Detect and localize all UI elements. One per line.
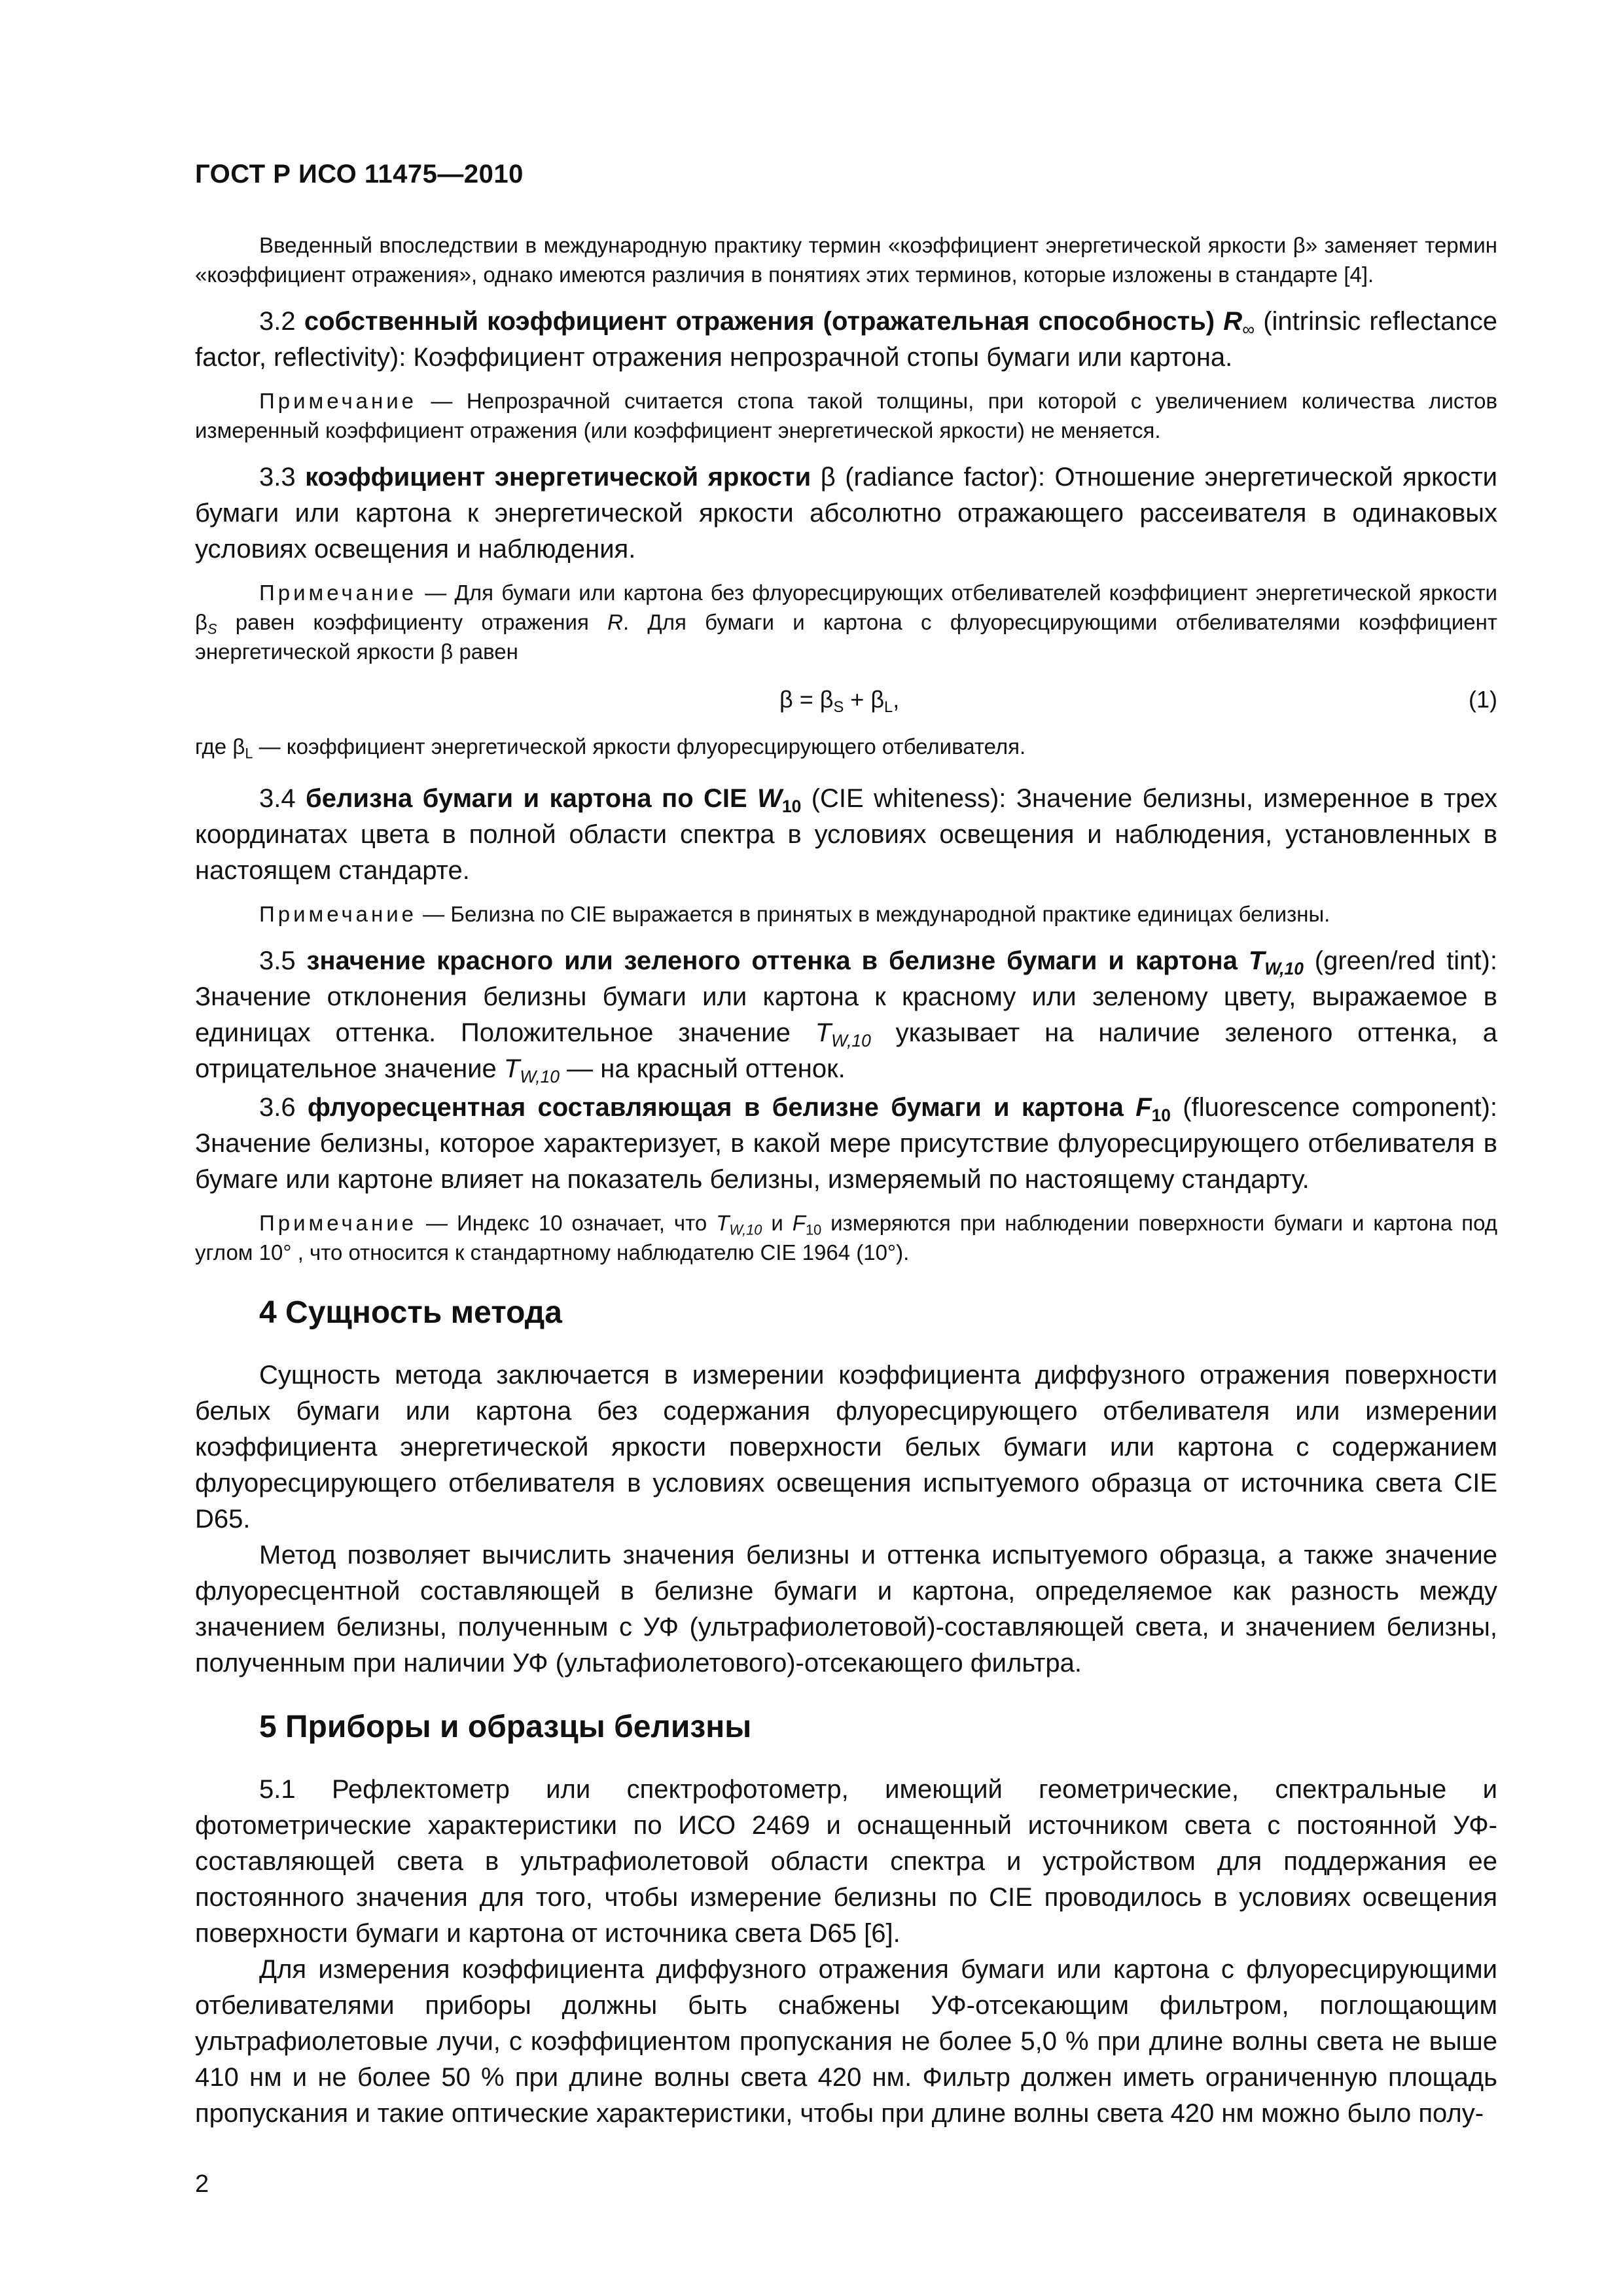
term-name: коэффициент энергетической яркости bbox=[305, 463, 812, 492]
definition-number: 3.2 bbox=[259, 307, 296, 336]
term-symbol: F bbox=[1135, 1093, 1152, 1122]
term-name: флуоресцентная составляющая в белизне бумаги и картона bbox=[307, 1093, 1136, 1122]
document-header: ГОСТ Р ИСО 11475—2010 bbox=[195, 160, 524, 188]
beta-sub: S bbox=[207, 620, 217, 637]
note-label: Примечание bbox=[259, 389, 418, 413]
definition-text: (CIE whiteness): Значение белизны, измеренное в трех координатах цвета в полной области спектра в условиях освещения и наблюдения, установленных в настоящем стандарте. bbox=[195, 784, 1497, 885]
definition-3-5 bbox=[195, 943, 1497, 1087]
definition-text-3: — на красный оттенок. bbox=[559, 1054, 846, 1083]
page-content bbox=[195, 230, 1497, 2132]
definition-text: (fluorescence component): Значение белизны, которое характеризует, в какой мере присутствие флуоресцирующего отбеливателя в бумаге или картоне влияет на показатель белизны, измеряемый по настоящему стандарту. bbox=[195, 1093, 1498, 1194]
page-number: 2 bbox=[195, 2170, 209, 2198]
section-5-paragraph-2: Для измерения коэффициента диффузного отражения бумаги или картона с флуоресцирующими отбеливателями приборы должны быть снабжены УФ-отсекающим фильтром, поглощающим ультрафиолетовые лучи, с коэффициентом пропускания не более 5,0 % при длине волны света не выше 410 нм и не более 50 % при длине волны света 420 нм. Фильтр должен иметь ограниченную площадь пропускания и такие оптические характеристики, чтобы при длине волны света 420 нм можно было полу- bbox=[195, 1955, 1497, 2128]
section-5-paragraph-1: 5.1 Рефлектометр или спектрофотометр, имеющий геометрические, спектральные и фотометрические характеристики по ИСО 2469 и оснащенный источником света с постоянной УФ-составляющей света в ультрафиолетовой области спектра и устройством для поддержания ее постоянного значения для того, чтобы измерение белизны по CIE проводилось в условиях освещения поверхности бумаги и картона от источника света D65 [6]. bbox=[195, 1775, 1497, 1948]
formula-plus: + β bbox=[844, 686, 885, 713]
note-text: — Непрозрачной считается стопа такой толщины, при которой с увеличением количества листов измеренный коэффициент отражения (или коэффициент энергетической яркости) не меняется. bbox=[195, 389, 1497, 442]
term-symbol-sub: ∞ bbox=[1242, 319, 1255, 339]
formula-l-sub: L bbox=[884, 698, 893, 717]
t-symbol-1: T bbox=[815, 1018, 832, 1047]
formula-s-sub: S bbox=[833, 698, 844, 717]
t-symbol-2-sub: W,10 bbox=[520, 1066, 560, 1086]
formula-lhs: β = β bbox=[779, 686, 834, 713]
note-text: — Белизна по CIE выражается в принятых в международной практике единицах белизны. bbox=[417, 902, 1330, 926]
term-symbol-sub: W,10 bbox=[1264, 958, 1304, 978]
term-symbol-sub: 10 bbox=[781, 796, 802, 816]
formula-expression bbox=[779, 686, 900, 717]
where-prefix: где β bbox=[195, 734, 245, 759]
definition-number: 3.6 bbox=[259, 1093, 296, 1122]
definition-number: 3.5 bbox=[259, 946, 296, 975]
definition-text: (intrinsic reflectance factor, reflectivity): Коэффициент отражения непрозрачной стопы бумаги или картона. bbox=[195, 307, 1497, 372]
definition-text-2: указывает на наличие зеленого оттенка, а отрицательное значение bbox=[195, 1018, 1497, 1083]
t-symbol-1-sub: W,10 bbox=[831, 1030, 871, 1050]
definition-number: 3.3 bbox=[259, 463, 296, 492]
where-text: — коэффициент энергетической яркости флуоресцирующего отбеливателя. bbox=[253, 734, 1026, 759]
note-3-2 bbox=[195, 386, 1497, 445]
section-4-paragraph-1: Сущность метода заключается в измерении коэффициента диффузного отражения поверхности белых бумаги или картона без содержания флуоресцирующего отбеливателя или измерении коэффициента энергетической яркости поверхности белых бумаги или картона с содержанием флуоресцирующего отбеливателя в условиях освещения испытуемого образца от источника света CIE D65. bbox=[195, 1361, 1497, 1534]
formula-1 bbox=[195, 681, 1497, 724]
note-label: Примечание bbox=[259, 902, 418, 926]
note-text-2: и bbox=[762, 1211, 793, 1235]
definition-3-2 bbox=[195, 304, 1497, 376]
note-text-1: — Для бумаги или картона без флуоресцирующих отбеливателей коэффициент энергетической яркости bbox=[417, 581, 1497, 605]
term-symbol-sub: 10 bbox=[1151, 1105, 1171, 1125]
where-sub: L bbox=[245, 745, 253, 762]
section-4-paragraph-2: Метод позволяет вычислить значения белизны и оттенка испытуемого образца, а также значение флуоресцентной составляющей в белизне бумаги и картона, определяемое как разность между значением белизны, полученным с УФ (ультрафиолетовой)-составляющей света, и значением белизны, полученным при наличии УФ (ультафиолетового)-отсекающего фильтра. bbox=[195, 1541, 1497, 1677]
definition-text: β (radiance factor): Отношение энергетической яркости бумаги или картона к энергетической яркости абсолютно отражающего рассеивателя в одинаковых условиях освещения и наблюдения. bbox=[195, 463, 1497, 564]
f-symbol: F bbox=[792, 1211, 806, 1235]
term-name: белизна бумаги и картона по CIE bbox=[306, 784, 758, 813]
note-label: Примечание bbox=[259, 1211, 418, 1235]
t-symbol: T bbox=[716, 1211, 730, 1235]
t-symbol-sub: W,10 bbox=[729, 1221, 762, 1238]
note-text-2: равен коэффициенту отражения bbox=[217, 610, 608, 634]
formula-where bbox=[195, 732, 1497, 761]
note-label: Примечание bbox=[259, 581, 418, 605]
note-3-3 bbox=[195, 578, 1497, 666]
term-name: собственный коэффициент отражения (отражательная способность) bbox=[304, 307, 1215, 336]
intro-paragraph: Введенный впоследствии в международную практику термин «коэффициент энергетической яркости β» заменяет термин «коэффициент отражения», однако имеются различия в понятиях этих терминов, которые изложены в стандарте [4]. bbox=[195, 233, 1497, 287]
term-symbol: T bbox=[1248, 946, 1265, 975]
section-4-heading: 4 Сущность метода bbox=[259, 1295, 562, 1330]
note-3-6 bbox=[195, 1208, 1497, 1267]
note-text-3: измеряются при наблюдении поверхности бумаги и картона под углом 10° , что относится к стандартному наблюдателю CIE 1964 (10°). bbox=[195, 1211, 1497, 1265]
term-symbol: R bbox=[1223, 307, 1243, 336]
term-name: значение красного или зеленого оттенка в белизне бумаги и картона bbox=[306, 946, 1249, 975]
note-text-3: . Для бумаги и картона с флуоресцирующими отбеливателями коэффициент энергетической яркости β равен bbox=[195, 610, 1497, 664]
definition-3-6 bbox=[195, 1090, 1497, 1198]
section-5-heading: 5 Приборы и образцы белизны bbox=[259, 1710, 752, 1744]
t-symbol-2: T bbox=[503, 1054, 520, 1083]
formula-tail: , bbox=[893, 686, 900, 713]
beta-symbol: β bbox=[195, 610, 207, 634]
f-symbol-sub: 10 bbox=[805, 1221, 822, 1238]
note-text-1: — Индекс 10 означает, что bbox=[417, 1211, 717, 1235]
term-symbol: W bbox=[757, 784, 782, 813]
definition-number: 3.4 bbox=[259, 784, 296, 813]
r-symbol: R bbox=[607, 610, 623, 634]
note-3-4 bbox=[195, 899, 1497, 929]
definition-3-4 bbox=[195, 781, 1497, 889]
definition-text-1: (green/red tint): Значение отклонения белизны бумаги или картона к красному или зеленому цвету, выражаемое в единицах оттенка. Положительное значение bbox=[195, 946, 1497, 1047]
formula-number: (1) bbox=[1469, 686, 1497, 713]
definition-3-3 bbox=[195, 459, 1497, 567]
